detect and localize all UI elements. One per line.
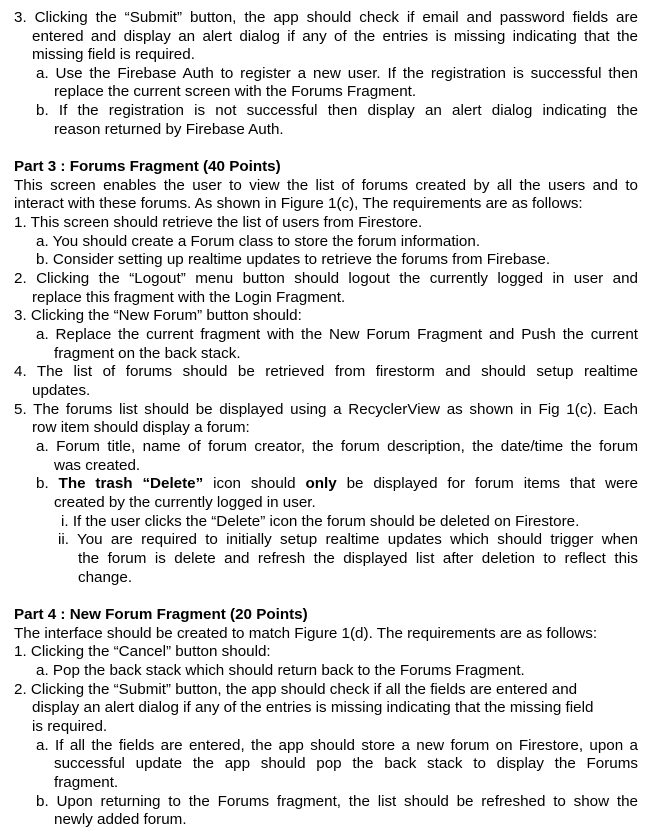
text-line: a. Replace the current fragment with the New Forum Fragment and Push the current xyxy=(36,326,638,343)
text-line: The interface should be created to match Figure 1(d). The requirements are as follows: xyxy=(14,625,598,642)
text-line: 5. The forums list should be displayed using a RecyclerView as shown in Fig 1(c). Each xyxy=(14,401,638,418)
text-line: replace this fragment with the Login Fragment. xyxy=(32,289,346,306)
text-span: icon should xyxy=(203,475,306,492)
text-line: 3. Clicking the “Submit” button, the app should check if email and password fields are xyxy=(14,9,638,26)
text-line: 1. This screen should retrieve the list of users from Firestore. xyxy=(14,214,423,231)
text-line: a. Use the Firebase Auth to register a new user. If the registration is successful then xyxy=(36,65,638,82)
text-line: fragment. xyxy=(54,774,119,791)
text-line: 1. Clicking the “Cancel” button should: xyxy=(14,643,271,660)
text-line: reason returned by Firebase Auth. xyxy=(54,121,284,138)
text-line: is required. xyxy=(32,718,108,735)
text-line: entered and display an alert dialog if any of the entries is missing indicating that the xyxy=(32,28,638,45)
text-line: newly added forum. xyxy=(54,811,187,828)
text-line: b. Consider setting up realtime updates to retrieve the forums from Firebase. xyxy=(36,251,551,268)
text-line: This screen enables the user to view the list of forums created by all the users and to xyxy=(14,177,638,194)
text-line: a. If all the fields are entered, the app should store a new forum on Firestore, upon a xyxy=(36,737,638,754)
text-line: a. Pop the back stack which should return back to the Forums Fragment. xyxy=(36,662,525,679)
text-line: b. If the registration is not successful then display an alert dialog indicating the xyxy=(36,102,638,119)
text-line: i. If the user clicks the “Delete” icon the forum should be deleted on Firestore. xyxy=(61,513,580,530)
text-line: ii. You are required to initially setup realtime updates which should trigger when xyxy=(58,531,638,548)
text-line: created by the currently logged in user. xyxy=(54,494,316,511)
text-line: fragment on the back stack. xyxy=(54,345,241,362)
text-line: 2. Clicking the “Logout” menu button should logout the currently logged in user and xyxy=(14,270,638,287)
text-line: row item should display a forum: xyxy=(32,419,250,436)
text-line: 4. The list of forums should be retrieved from firestorm and should setup realtime xyxy=(14,363,638,380)
text-line: missing field is required. xyxy=(32,46,195,63)
text-span: b. xyxy=(36,475,59,492)
text-line: change. xyxy=(78,569,133,586)
text-line xyxy=(36,475,638,494)
bold-phrase: only xyxy=(305,475,337,492)
text-line: updates. xyxy=(32,382,91,399)
text-line: the forum is delete and refresh the displayed list after deletion to reflect this xyxy=(78,550,638,567)
text-line: a. Forum title, name of forum creator, the forum description, the date/time the forum xyxy=(36,438,638,455)
text-line: 3. Clicking the “New Forum” button should: xyxy=(14,307,302,324)
text-line: 2. Clicking the “Submit” button, the app should check if all the fields are entered and xyxy=(14,681,578,698)
text-line: replace the current screen with the Forums Fragment. xyxy=(54,83,417,100)
bold-phrase: The trash “Delete” xyxy=(58,475,204,492)
text-line: a. You should create a Forum class to store the forum information. xyxy=(36,233,481,250)
section-heading: Part 3 : Forums Fragment (40 Points) xyxy=(14,158,281,175)
text-span: be displayed for forum items that were xyxy=(336,475,638,492)
text-line: successful update the app should pop the back stack to display the Forums xyxy=(54,755,638,772)
section-heading: Part 4 : New Forum Fragment (20 Points) xyxy=(14,606,308,623)
text-line: display an alert dialog if any of the entries is missing indicating that the missing field xyxy=(32,699,594,716)
text-line: b. Upon returning to the Forums fragment, the list should be refreshed to show the xyxy=(36,793,638,810)
text-line: was created. xyxy=(54,457,141,474)
text-line: interact with these forums. As shown in Figure 1(c), The requirements are as follows: xyxy=(14,195,583,212)
